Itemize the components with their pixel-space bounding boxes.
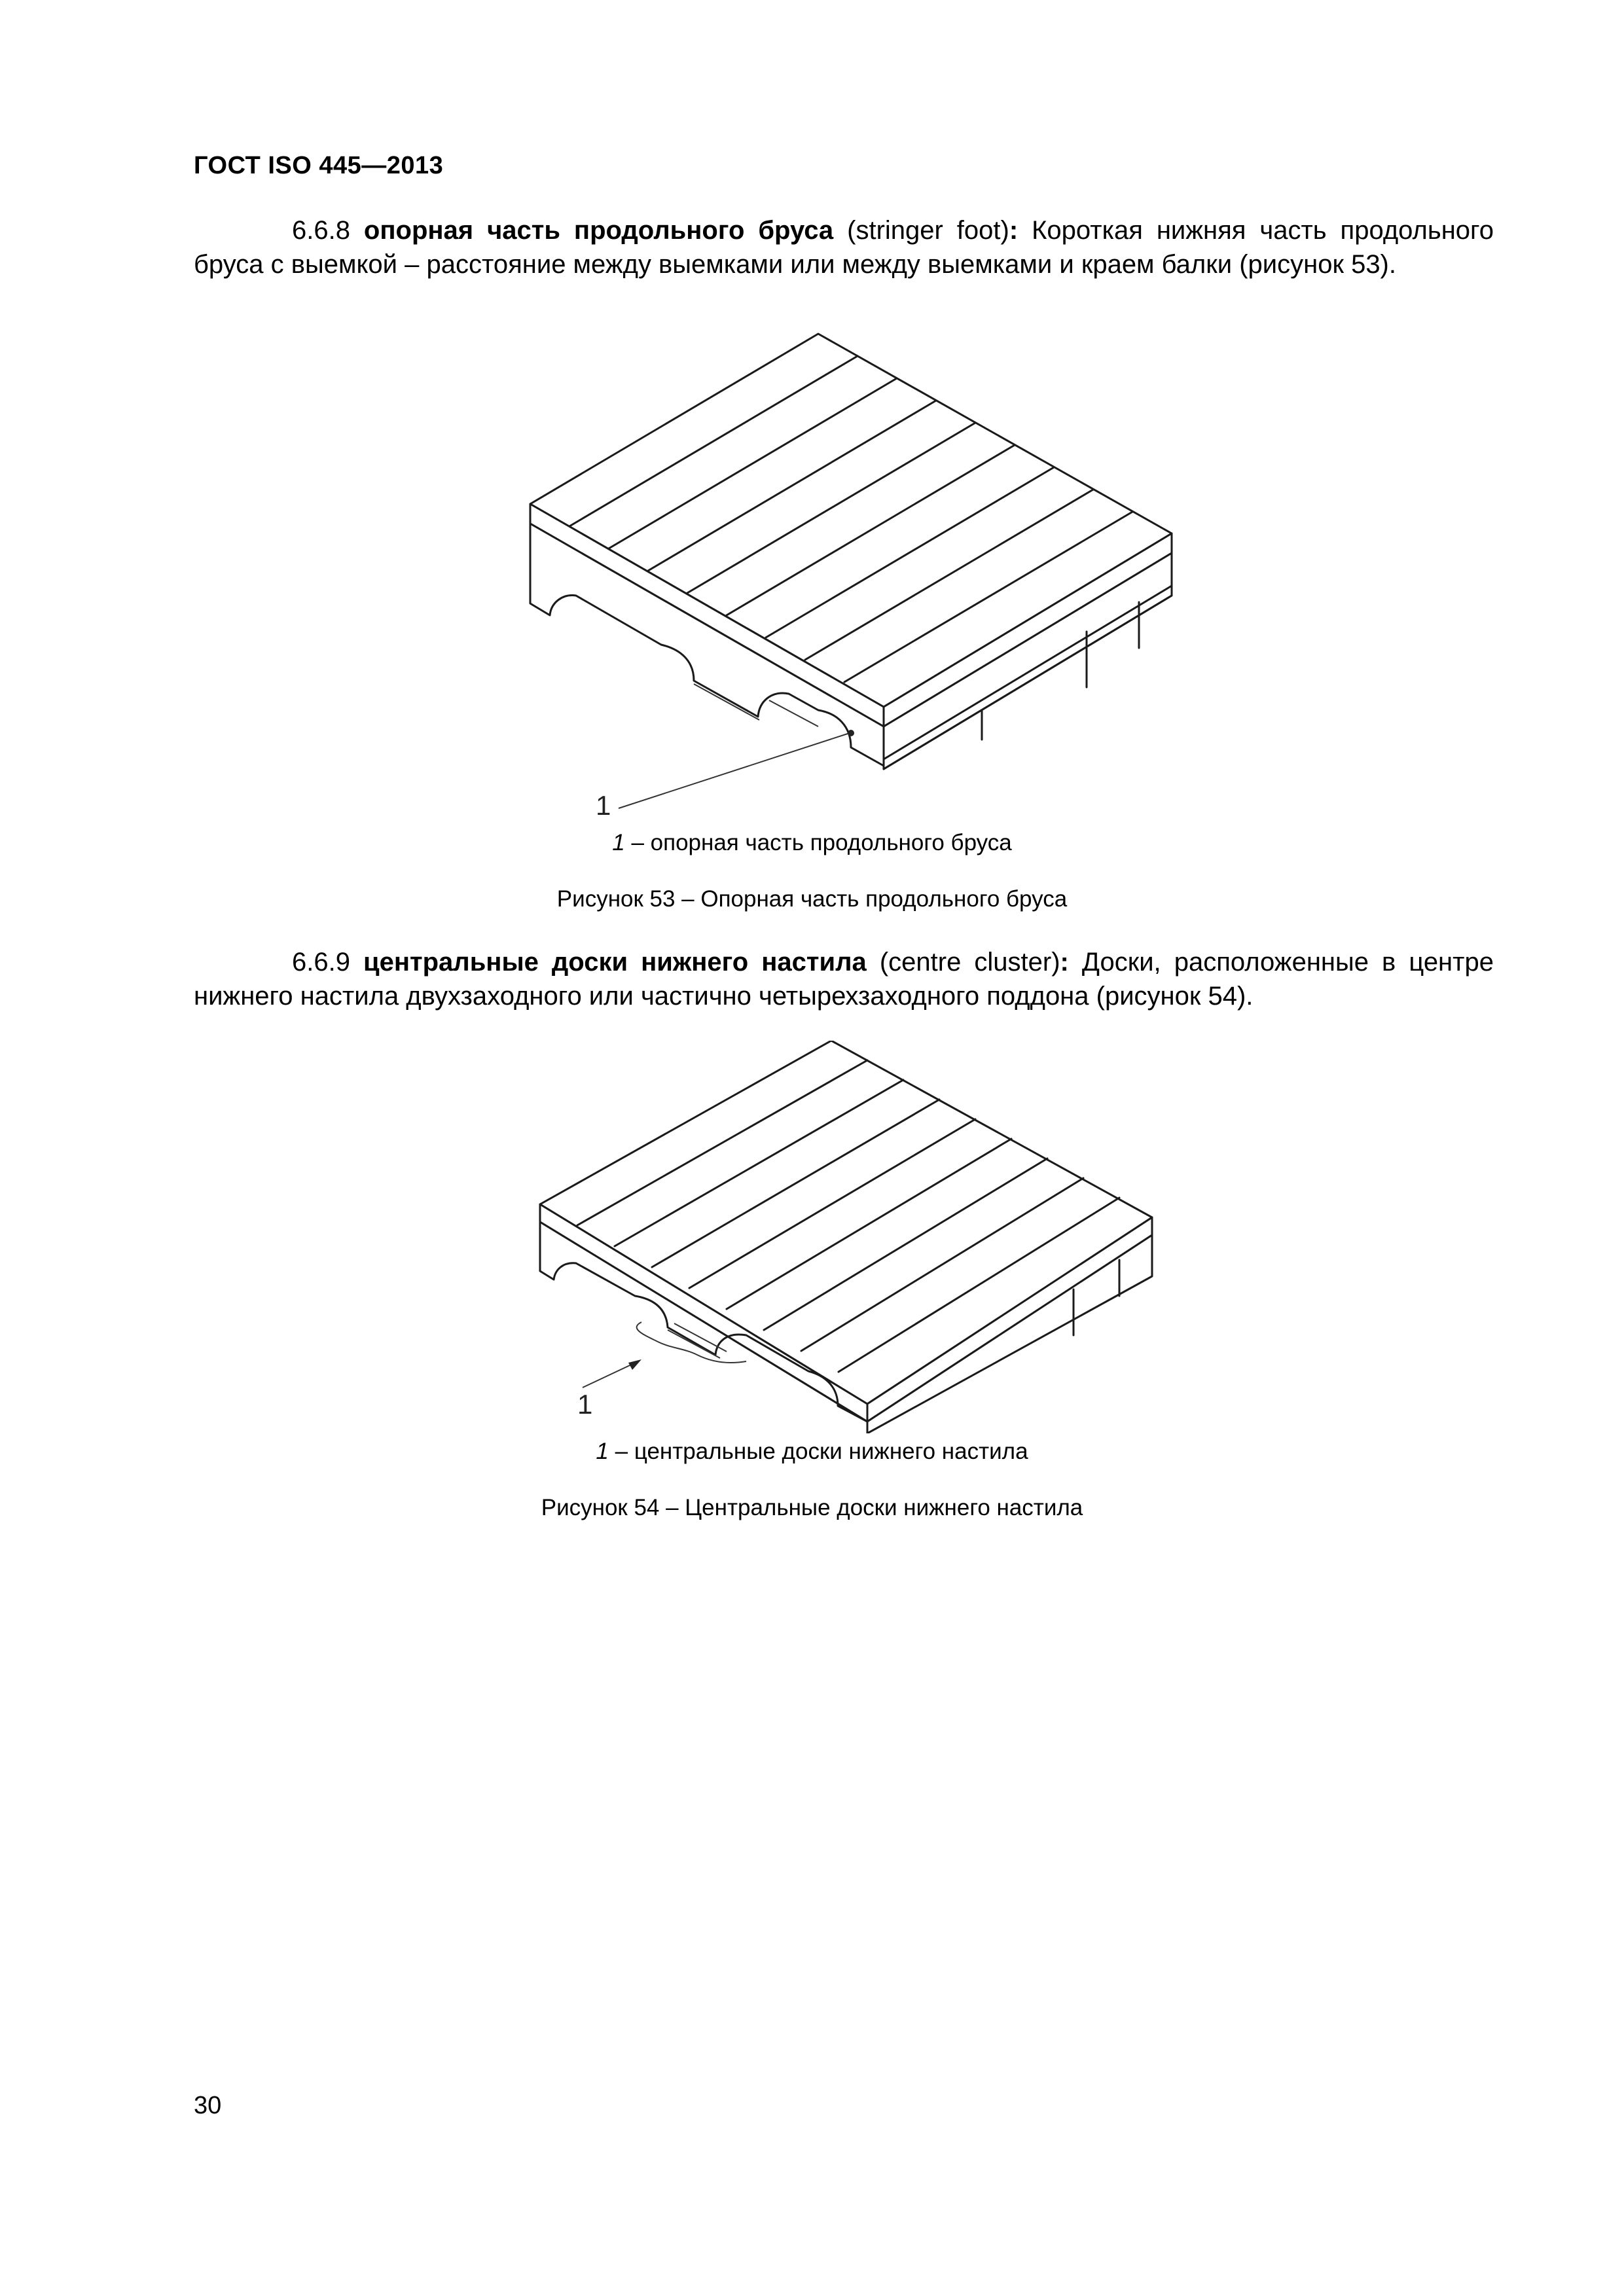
- figure-54-caption: Рисунок 54 – Центральные доски нижнего настила: [541, 1495, 1083, 1520]
- definition-6-6-9: [194, 945, 1494, 1013]
- term-colon: :: [1060, 948, 1069, 977]
- term-english: (stringer foot): [847, 216, 1009, 245]
- definition-text: Короткая нижняя часть продольного бруса с выемкой – расстояние между выемками или между выемками и краем балки (рисунок 53).: [194, 216, 1494, 279]
- page-header-standard: ГОСТ ISO 445—2013: [194, 152, 444, 179]
- term-colon: :: [1009, 216, 1019, 245]
- legend-number: 1: [596, 1439, 609, 1464]
- figure-54-legend: [0, 1439, 1624, 1465]
- callout-label: 1: [596, 790, 611, 821]
- callout-dot: [848, 730, 854, 736]
- callout-arrowhead: [628, 1359, 641, 1370]
- figure-53-pallet-drawing: [511, 308, 1178, 825]
- term-english: (centre cluster): [879, 948, 1060, 977]
- term: центральные доски нижнего настила: [363, 948, 867, 977]
- legend-number: 1: [612, 830, 625, 855]
- term: опорная часть продольного бруса: [363, 216, 834, 245]
- callout-leader: [619, 733, 850, 808]
- clause-number: 6.6.8: [292, 216, 350, 245]
- definition-text: Доски, расположенные в центре нижнего настила двухзаходного или частично четырехзаходного поддона (рисунок 54).: [194, 948, 1494, 1011]
- figure-53-legend: [0, 830, 1624, 856]
- definition-6-6-8: [194, 213, 1494, 281]
- figure-54-pallet-drawing: [530, 1041, 1165, 1433]
- callout-label: 1: [577, 1389, 593, 1420]
- page-number: 30: [194, 2092, 222, 2119]
- figure-53-caption: Рисунок 53 – Опорная часть продольного бруса: [556, 886, 1068, 912]
- legend-text: – опорная часть продольного бруса: [631, 830, 1012, 855]
- top-deck: [540, 1041, 1152, 1404]
- clause-number: 6.6.9: [292, 948, 350, 977]
- legend-text: – центральные доски нижнего настила: [615, 1439, 1028, 1464]
